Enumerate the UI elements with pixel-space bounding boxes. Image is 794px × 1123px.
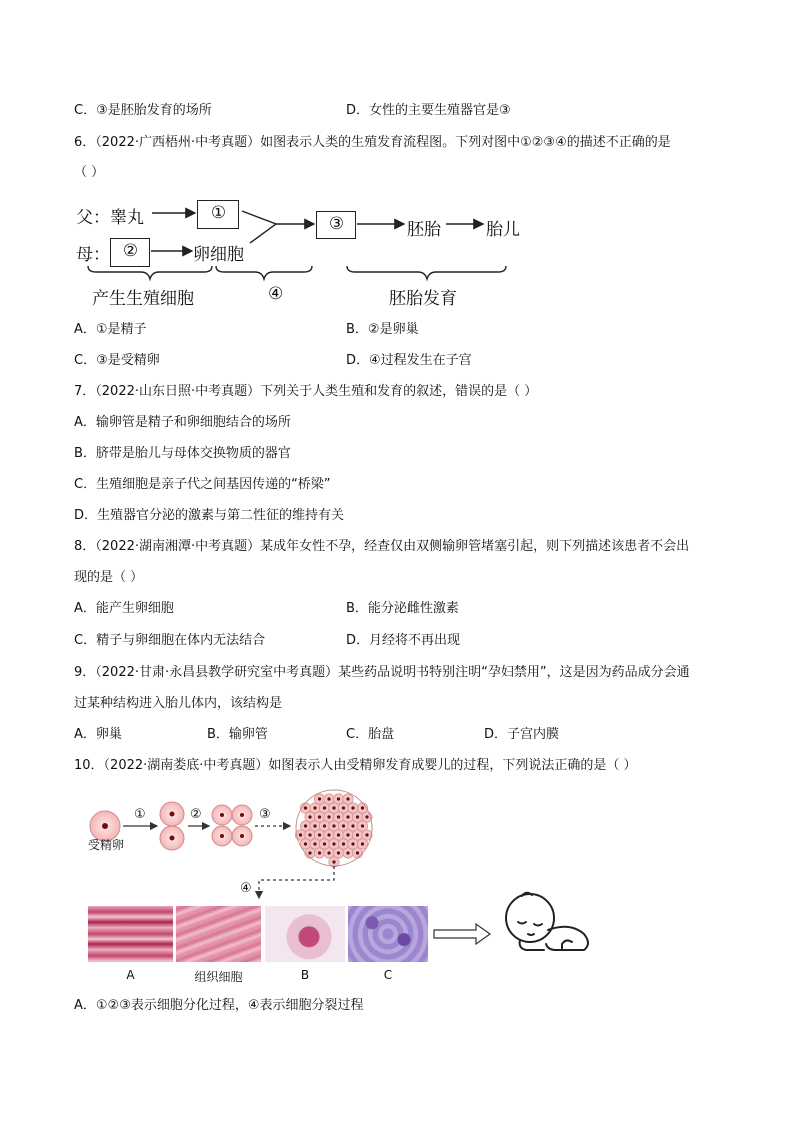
q6-arrows [0, 0, 794, 320]
q9-option-b: B．输卵管 [207, 727, 268, 742]
brace-2-label: ④ [268, 284, 284, 304]
tissue-a-image [88, 906, 173, 962]
q8-option-b: B．能分泌雌性激素 [346, 601, 459, 616]
box-1-label: ① [210, 203, 227, 223]
q9-option-d: D．子宫内膜 [484, 727, 560, 742]
q8-stem-line1: 8．（2022·湖南湘潭·中考真题）某成年女性不孕，经查仅由双侧输卵管堵塞引起，则下列描述该患者不会出 [74, 539, 690, 554]
brace-1-label: 产生生殖细胞 [92, 289, 194, 309]
q5-option-d: D．女性的主要生殖器官是③ [346, 103, 511, 118]
q10-stem: 10．（2022·湖南娄底·中考真题）如图表示人由受精卵发育成婴儿的过程，下列说法正确的是（ ） [74, 758, 637, 773]
q7-stem: 7．（2022·山东日照·中考真题）下列关于人类生殖和发育的叙述，错误的是（ ） [74, 384, 538, 399]
step-2-label: ② [190, 807, 202, 822]
fetus-label: 胎儿 [486, 220, 520, 240]
caption-c: C [383, 968, 393, 982]
father-label: 父：睾丸 [76, 208, 144, 228]
tissue-b-image [265, 906, 345, 962]
zygote-label: 受精卵 [88, 838, 125, 852]
four-cell [212, 805, 252, 846]
morula-cluster [295, 790, 372, 867]
q6-option-d: D．④过程发生在子宫 [346, 353, 472, 368]
tissue-cell-image [176, 906, 261, 962]
egg-label: 卵细胞 [193, 245, 244, 265]
merge-lines [242, 211, 276, 243]
brace-3 [347, 266, 506, 279]
q9-stem-line2: 过某种结构进入胎儿体内，该结构是 [74, 696, 283, 711]
q7-option-a: A．输卵管是精子和卵细胞结合的场所 [74, 415, 291, 430]
step-4-label: ④ [240, 881, 252, 896]
q9-option-a: A．卵巢 [74, 727, 122, 742]
q9-option-c: C．胎盘 [346, 727, 395, 742]
q8-option-d: D．月经将不再出现 [346, 633, 461, 648]
tissue-c-image [348, 906, 428, 962]
q9-stem-line1: 9．（2022·甘肃·永昌县教学研究室中考真题）某些药品说明书特别注明“孕妇禁用”，这是因为药品成分会通 [74, 665, 690, 680]
brace-1 [88, 266, 212, 279]
q6-option-b: B．②是卵巢 [346, 322, 419, 337]
embryo-label: 胚胎 [407, 220, 441, 240]
arrow-4 [259, 866, 334, 898]
q5-option-c: C．③是胚胎发育的场所 [74, 103, 212, 118]
mother-label: 母： [76, 245, 110, 265]
q8-option-a: A．能产生卵细胞 [74, 601, 174, 616]
q6-stem: 6．（2022·广西梧州·中考真题）如图表示人类的生殖发育流程图。下列对图中①②③④的描述不正确的是 [74, 135, 671, 150]
box-2-label: ② [122, 241, 139, 261]
caption-tissue: 组织细胞 [194, 970, 243, 984]
baby-icon [500, 888, 600, 968]
hollow-arrow-icon [432, 922, 494, 946]
box-3-label: ③ [328, 214, 345, 234]
caption-b: B [300, 968, 310, 982]
q10-option-a: A．①②③表示细胞分化过程，④表示细胞分裂过程 [74, 998, 364, 1013]
brace-3-label: 胚胎发育 [389, 289, 457, 309]
q8-option-c: C．精子与卵细胞在体内无法结合 [74, 633, 266, 648]
q7-option-c: C．生殖细胞是亲子代之间基因传递的“桥梁” [74, 477, 331, 492]
step-1-label: ① [134, 807, 146, 822]
caption-a: A [126, 968, 135, 982]
q8-stem-line2: 现的是（ ） [74, 570, 144, 585]
brace-2 [216, 266, 312, 279]
q7-option-d: D．生殖器官分泌的激素与第二性征的维持有关 [74, 508, 345, 523]
step-3-label: ③ [259, 807, 271, 822]
q6-option-c: C．③是受精卵 [74, 353, 160, 368]
q6-paren: （ ） [74, 165, 105, 180]
q7-option-b: B．脐带是胎儿与母体交换物质的器官 [74, 446, 291, 461]
q6-option-a: A．①是精子 [74, 322, 147, 337]
